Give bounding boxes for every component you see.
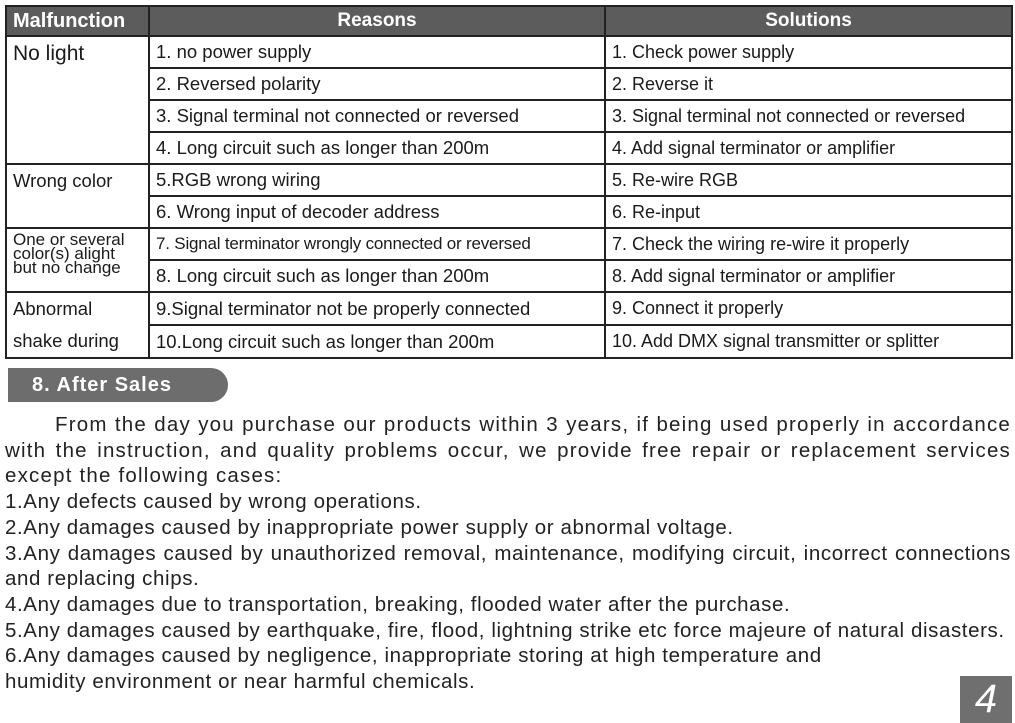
header-reasons: Reasons bbox=[149, 6, 605, 36]
reason-cell: 4. Long circuit such as longer than 200m bbox=[149, 132, 605, 164]
solution-cell: 4. Add signal terminator or amplifier bbox=[605, 132, 1012, 164]
reason-cell: 3. Signal terminal not connected or reversed bbox=[149, 100, 605, 132]
table-header-row bbox=[6, 6, 1012, 36]
malfunction-no-light: No light bbox=[6, 36, 149, 164]
reason-cell: 10.Long circuit such as longer than 200m bbox=[149, 325, 605, 358]
table-row bbox=[6, 164, 1012, 196]
troubleshooting-table bbox=[5, 5, 1013, 359]
table-row bbox=[6, 228, 1012, 260]
solution-cell: 2. Reverse it bbox=[605, 68, 1012, 100]
after-sales-case: 5.Any damages caused by earthquake, fire, flood, lightning strike etc force majeure of natural disasters. bbox=[5, 618, 1005, 642]
after-sales-body bbox=[5, 412, 1011, 695]
solution-cell: 10. Add DMX signal transmitter or splitter bbox=[605, 325, 1012, 358]
malfunction-color-no-change: One or several color(s) alight but no change bbox=[6, 228, 149, 292]
solution-cell: 3. Signal terminal not connected or reversed bbox=[605, 100, 1012, 132]
table-row bbox=[6, 196, 1012, 228]
section-title: 8. After Sales bbox=[32, 374, 172, 396]
section-header-after-sales bbox=[8, 368, 228, 402]
solution-cell: 7. Check the wiring re-wire it properly bbox=[605, 228, 1012, 260]
after-sales-intro: From the day you purchase our products within 3 years, if being used properly in accordance with the instruction, and quality problems occur, we provide free repair or replacement services except the following cases: bbox=[5, 413, 1011, 488]
table-row bbox=[6, 325, 1012, 358]
table-row bbox=[6, 68, 1012, 100]
reason-cell: 6. Wrong input of decoder address bbox=[149, 196, 605, 228]
reason-cell: 8. Long circuit such as longer than 200m bbox=[149, 260, 605, 292]
solution-cell: 8. Add signal terminator or amplifier bbox=[605, 260, 1012, 292]
solution-cell: 6. Re-input bbox=[605, 196, 1012, 228]
after-sales-case: 3.Any damages caused by unauthorized removal, maintenance, modifying circuit, incorrect connections and replacing chips. bbox=[5, 541, 1011, 591]
table-row bbox=[6, 36, 1012, 68]
solution-cell: 1. Check power supply bbox=[605, 36, 1012, 68]
table-row bbox=[6, 100, 1012, 132]
table-row bbox=[6, 132, 1012, 164]
after-sales-case: 6.Any damages caused by negligence, inappropriate storing at high temperature and humidity environment or near harmful chemicals. bbox=[5, 644, 822, 694]
after-sales-case: 2.Any damages caused by inappropriate power supply or abnormal voltage. bbox=[5, 515, 734, 539]
malfunction-wrong-color: Wrong color bbox=[6, 164, 149, 228]
table-row bbox=[6, 260, 1012, 292]
page-number: 4 bbox=[960, 676, 1012, 723]
reason-cell: 5.RGB wrong wiring bbox=[149, 164, 605, 196]
solution-cell: 9. Connect it properly bbox=[605, 292, 1012, 325]
after-sales-case: 4.Any damages due to transportation, breaking, flooded water after the purchase. bbox=[5, 592, 791, 616]
malfunction-abnormal-shake: Abnormal shake during bbox=[6, 292, 149, 358]
reason-cell: 9.Signal terminator not be properly connected bbox=[149, 292, 605, 325]
reason-cell: 2. Reversed polarity bbox=[149, 68, 605, 100]
reason-cell: 1. no power supply bbox=[149, 36, 605, 68]
header-solutions: Solutions bbox=[605, 6, 1012, 36]
after-sales-case: 1.Any defects caused by wrong operations. bbox=[5, 490, 422, 514]
solution-cell: 5. Re-wire RGB bbox=[605, 164, 1012, 196]
reason-cell: 7. Signal terminator wrongly connected or reversed bbox=[149, 228, 605, 260]
header-malfunction: Malfunction bbox=[6, 6, 149, 36]
table-row bbox=[6, 292, 1012, 325]
